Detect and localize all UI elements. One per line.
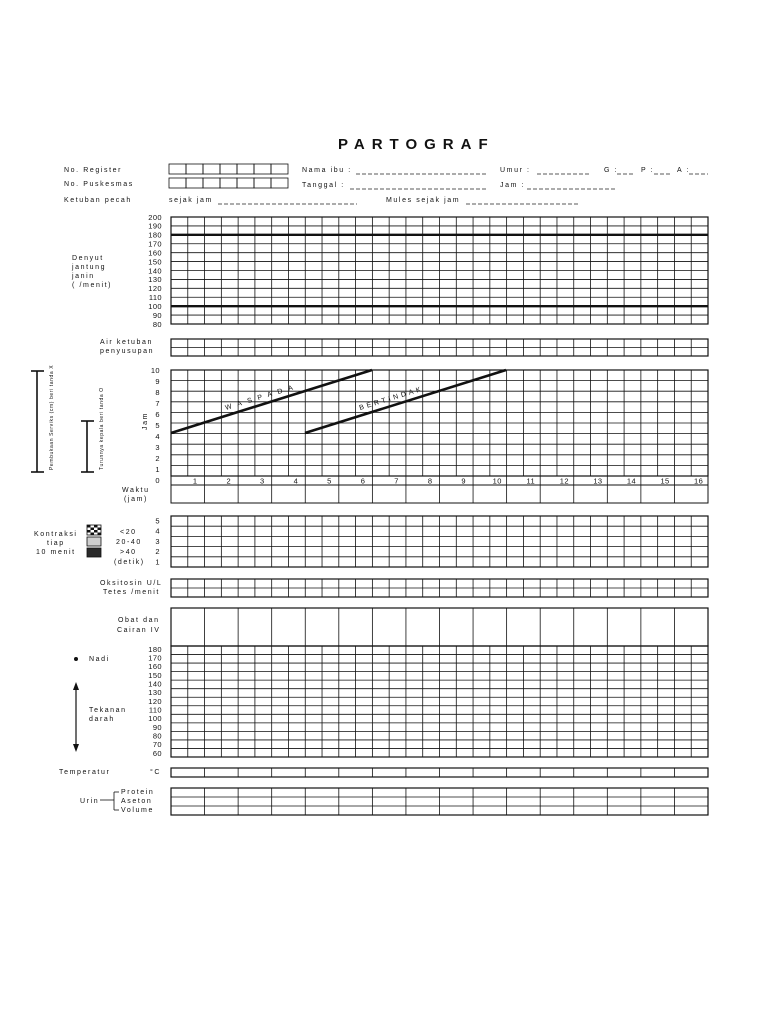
temperature-grid[interactable]	[171, 768, 708, 777]
hour-number: 7	[394, 476, 399, 486]
aseton-label: Aseton	[121, 798, 153, 805]
hour-number: 5	[327, 476, 332, 486]
bp-double-arrow-icon	[73, 682, 79, 752]
hour-number-boxes	[171, 476, 708, 486]
fhr-tick: 150	[148, 257, 162, 267]
register-digit-box[interactable]	[220, 178, 237, 188]
sejak-jam-label: sejak jam	[169, 197, 213, 204]
hour-number: 15	[660, 476, 670, 486]
register-input-boxes[interactable]	[169, 164, 288, 188]
register-digit-box[interactable]	[237, 178, 254, 188]
register-digit-box[interactable]	[271, 178, 288, 188]
p-label: P :	[641, 167, 655, 174]
hour-number: 4	[293, 476, 299, 486]
fhr-tick: 100	[148, 301, 162, 311]
nadi-dot-icon	[74, 657, 78, 661]
cervix-tick: 9	[155, 376, 160, 386]
register-digit-box[interactable]	[220, 164, 237, 174]
register-digit-box[interactable]	[254, 164, 271, 174]
hour-number: 6	[360, 476, 366, 486]
waktu-label: Waktu	[122, 487, 150, 494]
fetal-heart-rate-ticks	[148, 213, 162, 329]
tiap-label: tiap	[47, 540, 65, 547]
contr-tick: 4	[155, 526, 160, 536]
fhr-tick: 160	[148, 248, 162, 258]
fhr-tick: 190	[148, 221, 162, 231]
contraction-grid[interactable]	[171, 516, 708, 567]
obat-label: Obat dan	[118, 617, 160, 624]
fhr-tick: 90	[152, 310, 162, 320]
nama-ibu-label: Nama ibu :	[302, 167, 352, 174]
bp-tick: 60	[152, 748, 162, 758]
bp-tick: 120	[148, 696, 162, 706]
bp-tick: 140	[148, 679, 162, 689]
bp-tick: 180	[148, 644, 162, 654]
pulse-bp-grid[interactable]	[171, 646, 708, 757]
fhr-label-line-1: Denyut	[72, 255, 104, 262]
bp-tick: 90	[152, 722, 162, 732]
kontraksi-label: Kontraksi	[34, 531, 78, 538]
fhr-tick: 80	[152, 319, 162, 329]
contraction-ticks	[155, 517, 160, 567]
urine-bracket	[100, 792, 119, 810]
urin-label: Urin	[80, 798, 100, 805]
cervix-side-label: Pembukaan Serviks (cm) beri tanda X	[49, 364, 55, 470]
darah-label: darah	[89, 716, 115, 723]
bp-tick: 80	[152, 731, 162, 741]
oksitosin-label: Oksitosin U/L	[100, 580, 163, 587]
legend-detik: (detik)	[114, 559, 145, 566]
register-digit-box[interactable]	[169, 164, 186, 174]
obat-cairan-grid[interactable]	[171, 608, 708, 646]
cairan-label: Cairan IV	[117, 627, 161, 634]
bp-tick: 70	[152, 740, 162, 750]
fhr-tick: 200	[148, 212, 162, 222]
fhr-label-line-2: jantung	[72, 264, 107, 271]
cervix-tick: 8	[155, 387, 160, 397]
cervix-ticks	[151, 366, 160, 485]
fhr-tick: 170	[148, 239, 162, 249]
tetes-label: Tetes /menit	[103, 589, 160, 596]
g-label: G :	[604, 167, 619, 174]
penyusupan-label: penyusupan	[100, 348, 155, 355]
tanggal-label: Tanggal :	[302, 182, 345, 189]
bp-tick: 110	[148, 705, 162, 715]
sepuluh-menit-label: 10 menit	[36, 549, 76, 556]
legend-lt20: <20	[120, 529, 137, 536]
bp-tick: 130	[148, 688, 162, 698]
cervix-tick: 0	[155, 475, 160, 485]
cervix-tick: 3	[155, 442, 160, 452]
hour-number: 13	[593, 476, 603, 486]
ketuban-pecah-label: Ketuban pecah	[64, 197, 132, 204]
cervix-tick: 4	[155, 431, 160, 441]
header-dash-lines	[218, 174, 708, 204]
cervix-tick: 10	[150, 365, 160, 375]
oksitosin-grid[interactable]	[171, 579, 708, 597]
nadi-label: Nadi	[89, 656, 110, 663]
fhr-tick: 140	[148, 266, 162, 276]
jam-label: Jam :	[500, 182, 526, 189]
page-title: PARTOGRAF	[338, 136, 495, 153]
celsius-label: °C	[150, 769, 162, 776]
protein-label: Protein	[121, 789, 155, 796]
fhr-tick: 120	[148, 284, 162, 294]
hour-number: 8	[427, 476, 433, 486]
bp-tick: 170	[148, 653, 162, 663]
waktu-jam-boxes[interactable]	[171, 485, 708, 503]
fhr-label-line-4: ( /menit)	[72, 282, 113, 289]
side-markers	[31, 371, 94, 472]
fhr-tick: 180	[148, 230, 162, 240]
hour-number: 12	[559, 476, 569, 486]
bp-tick: 100	[148, 714, 162, 724]
register-digit-box[interactable]	[203, 164, 220, 174]
register-digit-box[interactable]	[186, 164, 203, 174]
air-ketuban-grid[interactable]	[171, 339, 708, 356]
contr-tick: 3	[155, 536, 160, 546]
legend-gt40: >40	[120, 549, 137, 556]
register-digit-box[interactable]	[203, 178, 220, 188]
air-ketuban-label: Air ketuban	[100, 339, 154, 346]
mules-sejak-jam-label: Mules sejak jam	[386, 197, 461, 204]
a-label: A :	[677, 167, 690, 174]
contr-tick: 2	[155, 547, 160, 557]
fhr-tick: 130	[148, 275, 162, 285]
pulse-bp-ticks	[148, 645, 162, 758]
hour-number: 16	[694, 476, 704, 486]
fetal-heart-rate-grid[interactable]	[171, 217, 708, 324]
temperatur-label: Temperatur	[59, 769, 111, 776]
umur-label: Umur :	[500, 167, 531, 174]
urine-grid[interactable]	[171, 788, 708, 815]
hour-number: 1	[192, 476, 198, 486]
hour-number: 2	[226, 476, 232, 486]
no-register-label: No. Register	[64, 167, 123, 174]
register-digit-box[interactable]	[271, 164, 288, 174]
legend-20-40: 20-40	[116, 539, 142, 546]
register-digit-box[interactable]	[186, 178, 203, 188]
jam-axis-label: Jam	[142, 411, 149, 430]
no-puskesmas-label: No. Puskesmas	[64, 181, 134, 188]
register-digit-box[interactable]	[254, 178, 271, 188]
fhr-label-line-3: janin	[72, 273, 95, 280]
fhr-tick: 110	[148, 293, 162, 303]
volume-label: Volume	[121, 807, 154, 814]
cervix-tick: 2	[155, 453, 160, 463]
register-digit-box[interactable]	[237, 164, 254, 174]
tekanan-label: Tekanan	[89, 707, 127, 714]
waspada-label: WASPADA	[224, 382, 300, 412]
cervix-dilation-grid[interactable]	[171, 370, 708, 476]
hour-number: 11	[526, 476, 536, 486]
cervix-tick: 5	[155, 420, 160, 430]
cervix-tick: 1	[155, 464, 160, 474]
cervix-tick: 7	[155, 398, 160, 408]
hour-number: 14	[626, 476, 637, 486]
bp-tick: 160	[148, 662, 162, 672]
bp-tick: 150	[148, 670, 162, 680]
register-digit-box[interactable]	[169, 178, 186, 188]
bertindak-label: BERTINDAK	[358, 385, 425, 412]
contraction-legend-swatches	[87, 525, 101, 557]
contr-tick: 1	[155, 557, 160, 567]
hour-number: 3	[260, 476, 265, 486]
hour-number: 10	[492, 476, 502, 486]
waktu-jam-label: (jam)	[124, 496, 148, 503]
descent-side-label: Turunnya kepala beri tanda O	[99, 387, 105, 470]
contr-tick: 5	[155, 516, 160, 526]
hour-number: 9	[461, 476, 466, 486]
cervix-tick: 6	[155, 409, 160, 419]
